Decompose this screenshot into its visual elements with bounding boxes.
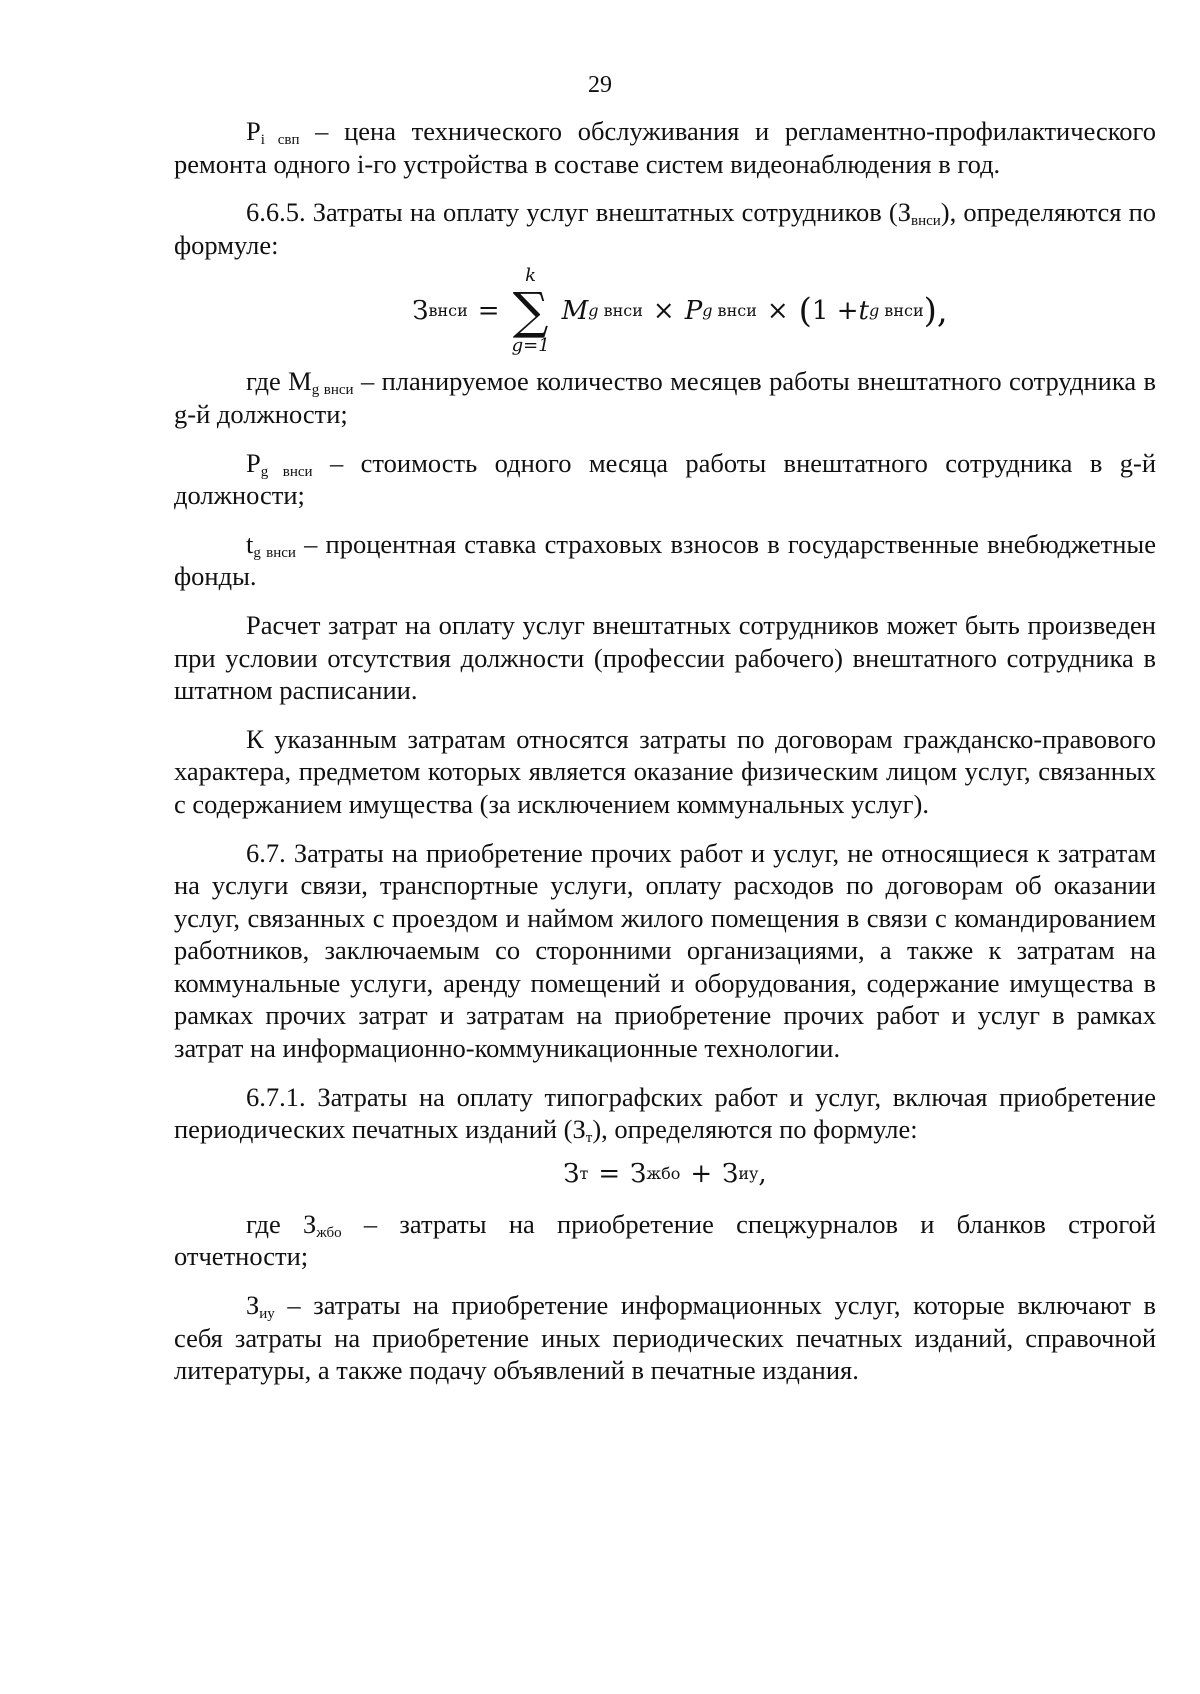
symbol-subscript: т: [585, 1130, 593, 1147]
formula-tail: ,: [758, 1158, 767, 1189]
paragraph-p-g-vnsi: [174, 447, 1156, 512]
page-number: 29: [588, 72, 612, 98]
formula-plus: +: [690, 1158, 713, 1189]
formula-t: t: [858, 296, 869, 327]
formula-times: ×: [766, 296, 789, 327]
symbol: З: [246, 1290, 260, 1321]
paragraph-related-costs: К указанным затратам относятся затраты по договорам гражданско-правового характера, предметом которых является оказание физическим лицом услуг, связанных с содержанием имущества (за исключением коммунальных услуг).: [174, 723, 1156, 819]
definition-text: – планируемое количество месяцев работы внештатного сотрудника в g-й должности;: [174, 366, 1156, 429]
paragraph-lead: где М: [246, 366, 312, 397]
formula-one-plus: 1 +: [811, 296, 859, 327]
sum-lower-limit: g=1: [511, 335, 550, 357]
symbol-subscript: g внси: [260, 463, 313, 480]
formula-term-b: З: [722, 1158, 739, 1189]
paragraph-lead: где З: [246, 1208, 317, 1239]
paragraph-text: 6.7.1. Затраты на оплату типографских работ и услуг, включая приобретение периодических печатных изданий (З: [174, 1081, 1156, 1145]
definition-text: – затраты на приобретение спецжурналов и бланков строгой отчетности;: [174, 1208, 1156, 1272]
document-body: [174, 115, 1156, 1403]
definition-text: – стоимость одного месяца работы внештатного сотрудника в g-й должности;: [174, 447, 1157, 511]
paragraph-text: 6.6.5. Затраты на оплату услуг внештатных сотрудников (З: [246, 197, 911, 228]
formula-m: M: [561, 296, 589, 327]
formula-z-vnsi: З внси = k ∑ g=1 M g внси × P g внси × ( 1 + t g внси ),: [412, 265, 948, 357]
symbol: P: [246, 116, 261, 146]
formula-lhs: З: [412, 296, 429, 327]
paragraph-p-i-svp: [174, 115, 1156, 180]
sigma-symbol: ∑: [512, 282, 549, 341]
formula-p: P: [684, 296, 703, 327]
formula-equals: =: [477, 296, 500, 327]
paragraph-6-7-1: [174, 1081, 1156, 1146]
paragraph-calculation-note: Расчет затрат на оплату услуг внештатных сотрудников может быть произведен при условии отсутствия должности (профессии рабочего) внештатного сотрудника в штатном расписании.: [174, 609, 1156, 706]
symbol-subscript: иу: [259, 1306, 275, 1323]
formula-open-paren: (: [798, 291, 812, 332]
sum-upper-limit: k: [525, 265, 537, 287]
definition-text: – затраты на приобретение информационных услуг, которые включают в себя затраты на приобретение иных периодических печатных изданий, справочной литературы, а также подачу объявлений в печатные издания.: [174, 1290, 1156, 1386]
paragraph-m-g-vnsi: [174, 365, 1156, 430]
formula-equals: =: [598, 1158, 621, 1189]
formula-term-a: З: [630, 1158, 647, 1189]
symbol: t: [246, 528, 254, 559]
symbol-subscript: g внси: [253, 544, 296, 561]
definition-text: – цена технического обслуживания и регламентно-профилактического ремонта одного i-го устройства в составе систем видеонаблюдения в год.: [174, 116, 1156, 179]
paragraph-text-tail: ), определяются по формуле:: [174, 197, 1157, 260]
formula-times: ×: [652, 296, 675, 327]
summation: [512, 267, 550, 355]
paragraph-z-zhbo: [174, 1208, 1156, 1273]
paragraph-z-iu: [174, 1289, 1156, 1387]
symbol: P: [246, 447, 261, 478]
paragraph-6-7: 6.7. Затраты на приобретение прочих работ и услуг, не относящиеся к затратам на услуги связи, транспортные услуги, оплату расходов по договорам об оказании услуг, связанных с проездом и наймом жилого помещения в связи с командированием работников, заключаемым со сторонними организациями, а также к затратам на коммунальные услуги, аренду помещений и оборудования, содержание имущества в рамках прочих затрат и затратам на приобретение прочих работ и услуг в рамках затрат на информационно-коммуникационные технологии.: [174, 837, 1156, 1064]
paragraph-6-6-5: [174, 196, 1156, 261]
symbol-subscript: i свп: [260, 132, 300, 148]
formula-lhs: З: [563, 1158, 580, 1189]
formula-close-paren: ),: [923, 291, 948, 332]
symbol-subscript: g внси: [311, 382, 354, 399]
paragraph-text-tail: ), определяются по формуле:: [592, 1114, 918, 1145]
symbol-subscript: жбо: [316, 1224, 342, 1241]
formula-z-t: З т = З жбо + З иу ,: [563, 1158, 767, 1189]
definition-text: – процентная ставка страховых взносов в государственные внебюджетные фонды.: [174, 528, 1157, 592]
paragraph-t-g-vnsi: [174, 528, 1156, 593]
symbol-subscript: внси: [911, 213, 941, 230]
